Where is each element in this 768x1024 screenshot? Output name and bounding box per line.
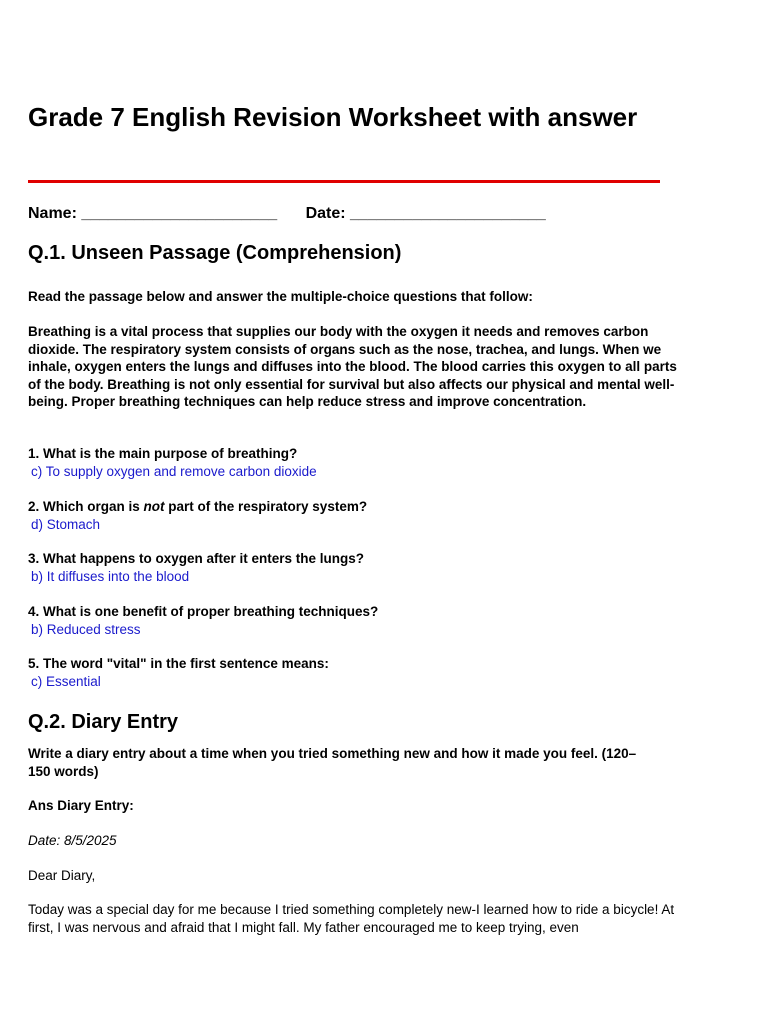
question-text: 1. What is the main purpose of breathing?	[28, 446, 298, 461]
name-field-label: Name: ______________________	[28, 205, 278, 222]
question-text: 3. What happens to oxygen after it enters the lungs?	[28, 551, 365, 566]
q1-passage: Breathing is a vital process that supplies our body with the oxygen it needs and removes carbon dioxide. The respiratory system consists of organs such as the nose, trachea, and lungs. When we inhale, oxygen enters the lungs and diffuses into the blood. The blood carries this oxygen to all parts of the body. Breathing is not only essential for survival but also affects our physical and mental well-being. Proper breathing techniques can help reduce stress and improve concentration.	[28, 324, 677, 410]
diary-date: Date: 8/5/2025	[28, 833, 117, 848]
question-text: 5. The word "vital" in the first sentence means:	[28, 656, 329, 671]
question-item	[28, 603, 678, 638]
question-item	[28, 445, 678, 480]
q1-instruction: Read the passage below and answer the multiple-choice questions that follow:	[28, 289, 533, 304]
q2-heading: Q.2. Diary Entry	[28, 711, 179, 733]
answer-text: c) To supply oxygen and remove carbon dioxide	[31, 463, 317, 479]
worksheet-title: Grade 7 English Revision Worksheet with answer	[28, 102, 638, 132]
question-item	[28, 498, 678, 533]
answer-text: b) Reduced stress	[31, 621, 141, 637]
q1-heading: Q.1. Unseen Passage (Comprehension)	[28, 242, 402, 264]
question-text: 2. Which organ is not part of the respiratory system?	[28, 499, 368, 514]
q2-instruction: Write a diary entry about a time when you tried something new and how it made you feel. (120–150 words)	[28, 746, 637, 779]
answer-text: d) Stomach	[31, 516, 101, 532]
question-text: 4. What is one benefit of proper breathing techniques?	[28, 604, 379, 619]
answer-label: Ans Diary Entry:	[28, 798, 134, 813]
diary-body: Today was a special day for me because I tried something completely new-I learned how to ride a bicycle! At first, I was nervous and afraid that I might fall. My father encouraged me to keep trying, even	[28, 902, 675, 935]
answer-text: c) Essential	[31, 673, 101, 689]
name-date-row	[28, 205, 546, 223]
question-item	[28, 655, 678, 690]
question-emphasis: not	[143, 499, 165, 514]
date-field-label: Date: ______________________	[305, 205, 546, 222]
question-item	[28, 550, 678, 585]
answer-text: b) It diffuses into the blood	[31, 568, 190, 584]
diary-salutation: Dear Diary,	[28, 868, 96, 883]
title-underline	[28, 180, 660, 183]
